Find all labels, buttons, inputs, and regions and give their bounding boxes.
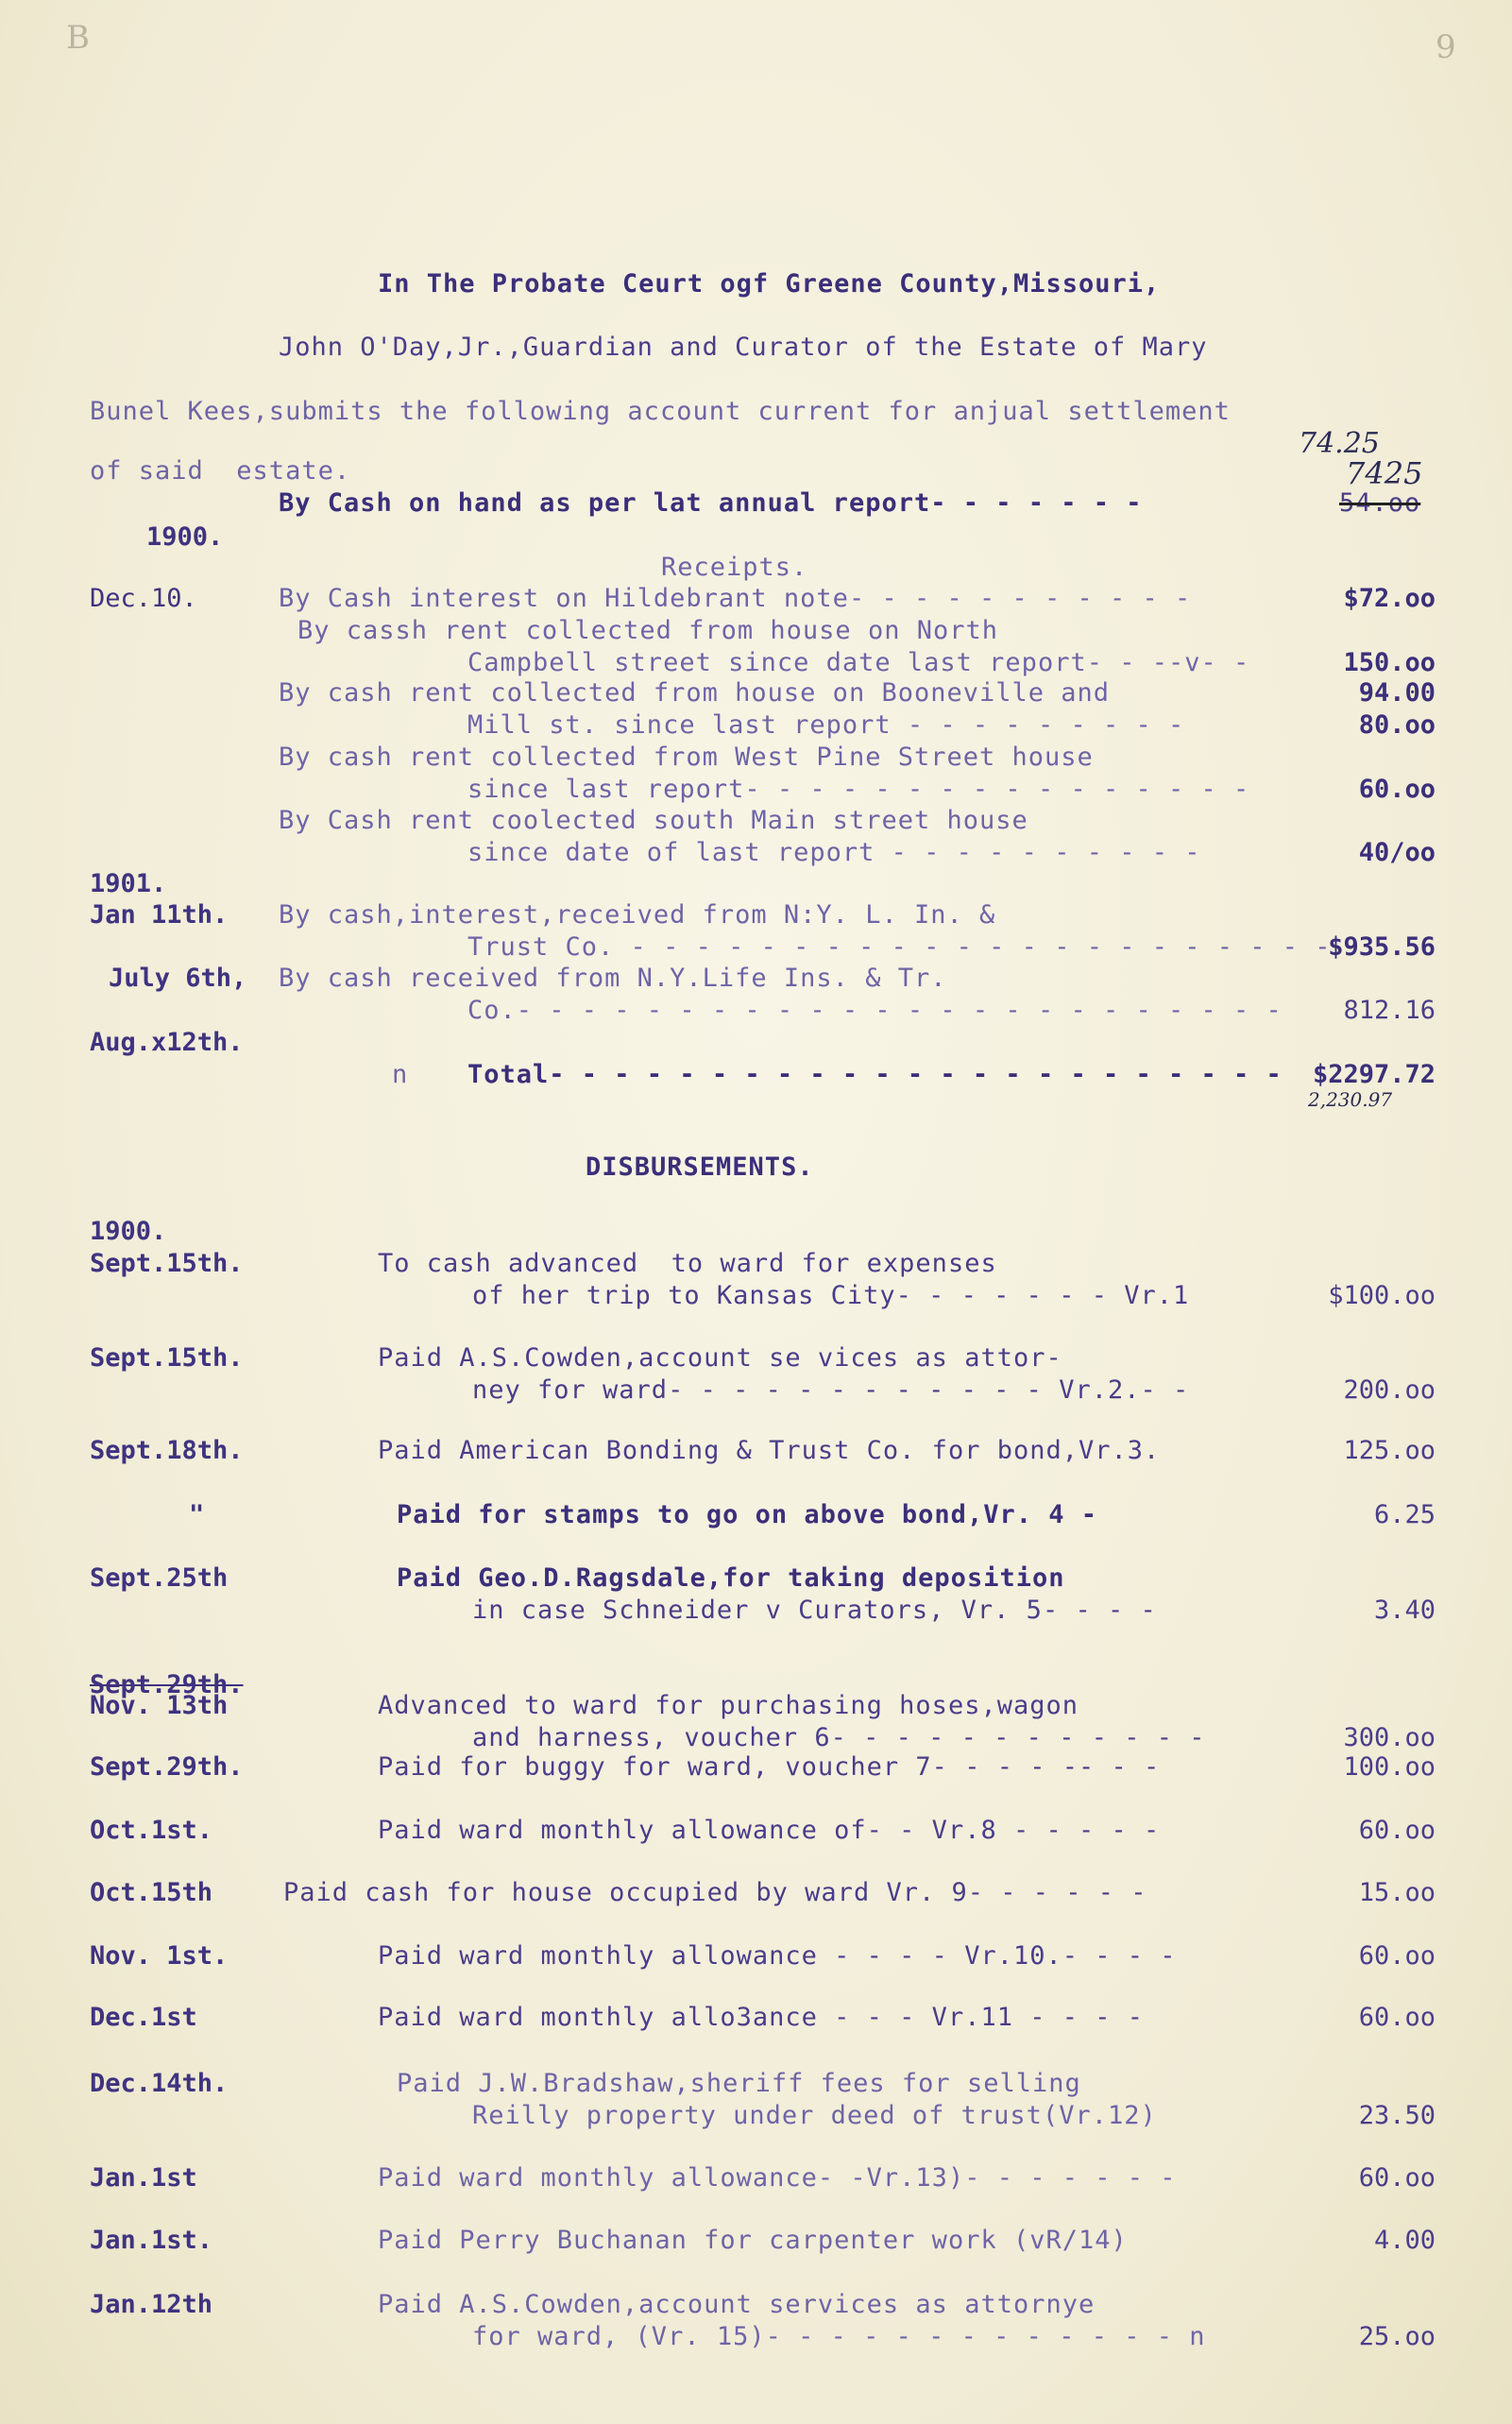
receipt-2b: Campbell street since date last report- - --v- - bbox=[467, 648, 1250, 677]
disbursement-date: Sept.18th. bbox=[90, 1436, 244, 1465]
receipt-5a: By Cash rent coolected south Main street house bbox=[279, 806, 1028, 835]
struck-date: Sept.29th. bbox=[90, 1670, 244, 1699]
corner-mark-left: B bbox=[66, 19, 90, 57]
disbursement-text: Paid Perry Buchanan for carpenter work (vR/14) bbox=[378, 2226, 1128, 2255]
handwritten-note-top: 74.25 bbox=[1299, 427, 1380, 460]
receipt-3b-amount: 80.oo bbox=[1358, 710, 1436, 740]
disbursement-text: Paid ward monthly allo3ance - - - Vr.11 - - - - bbox=[378, 2003, 1145, 2032]
date-dec-10: Dec.10. bbox=[90, 584, 197, 613]
receipt-5b: since date of last report - - - - - - - - - - bbox=[467, 838, 1201, 867]
opening-balance-amount: 54.oo bbox=[1339, 488, 1421, 518]
receipt-7b: Co.- - - - - - - - - - - - - - - - - - - - - - - - bbox=[467, 996, 1283, 1025]
disbursement-text: Paid ward monthly allowance of- - Vr.8 - - - - - bbox=[378, 1816, 1161, 1845]
disbursement-date: " bbox=[189, 1500, 205, 1529]
disbursement-date: Oct.15th bbox=[90, 1878, 213, 1907]
disbursement-date: Nov. 13th bbox=[90, 1691, 229, 1720]
date-aug-12: Aug.x12th. bbox=[90, 1028, 244, 1057]
disbursement-date: Sept.25th bbox=[90, 1563, 229, 1593]
disbursement-amount: 60.oo bbox=[1358, 1941, 1436, 1971]
disbursement-amount: 23.50 bbox=[1358, 2101, 1436, 2130]
receipt-7-amount: 812.16 bbox=[1343, 996, 1436, 1025]
date-jul-6: July 6th, bbox=[109, 964, 247, 993]
total-label: Total- - - - - - - - - - - - - - - - - - - - - - - bbox=[467, 1060, 1283, 1089]
receipt-7a: By cash received from N.Y.Life Ins. & Tr. bbox=[279, 964, 947, 993]
disbursement-amount: $100.oo bbox=[1328, 1281, 1436, 1310]
disbursement-date: Oct.1st. bbox=[90, 1816, 213, 1845]
disbursement-date: Sept.15th. bbox=[90, 1249, 244, 1278]
date-jan-11: Jan 11th. bbox=[90, 900, 229, 930]
disbursement-amount: 4.00 bbox=[1373, 2226, 1436, 2255]
disbursement-amount: 60.oo bbox=[1358, 2163, 1436, 2193]
disbursement-amount: 60.oo bbox=[1358, 1816, 1436, 1845]
disbursement-text-continued: and harness, voucher 6- - - - - - - - - - - - bbox=[472, 1723, 1206, 1752]
disbursement-text: Paid A.S.Cowden,account se vices as attor- bbox=[378, 1343, 1062, 1373]
disbursement-amount: 100.oo bbox=[1343, 1752, 1436, 1782]
receipt-4-amount: 60.oo bbox=[1358, 775, 1436, 804]
disbursement-amount: 25.oo bbox=[1358, 2322, 1436, 2351]
receipt-1: By Cash interest on Hildebrant note- - - - - - - - - - - bbox=[279, 584, 1192, 613]
handwritten-note-balance: 7425 bbox=[1346, 455, 1423, 491]
disbursement-text: Advanced to ward for purchasing hoses,wagon bbox=[378, 1691, 1079, 1720]
receipt-3-amount: 94.00 bbox=[1358, 678, 1436, 708]
receipt-1-amount: $72.oo bbox=[1343, 584, 1436, 613]
disbursement-text: Paid American Bonding & Trust Co. for bond,Vr.3. bbox=[378, 1436, 1161, 1465]
disbursement-text: Paid ward monthly allowance- -Vr.13)- - - - - - - bbox=[378, 2163, 1177, 2193]
year-1900: 1900. bbox=[146, 522, 224, 552]
receipts-title: Receipts. bbox=[661, 553, 808, 582]
disbursement-text-continued: Reilly property under deed of trust(Vr.12) bbox=[472, 2101, 1157, 2130]
disbursement-date: Dec.14th. bbox=[90, 2069, 229, 2098]
disbursement-text-continued: ney for ward- - - - - - - - - - - - Vr.2.- - bbox=[472, 1375, 1190, 1405]
receipt-5-amount: 40/oo bbox=[1358, 838, 1436, 867]
disbursement-date: Jan.12th bbox=[90, 2290, 213, 2319]
disbursement-text: Paid A.S.Cowden,account services as attornye bbox=[378, 2290, 1096, 2319]
corner-mark-right: 9 bbox=[1436, 28, 1456, 66]
receipt-4b: since last report- - - - - - - - - - - - - - - - bbox=[467, 775, 1250, 804]
disbursement-date: Jan.1st bbox=[90, 2163, 197, 2193]
disbursement-amount: 60.oo bbox=[1358, 2003, 1436, 2032]
disbursement-date: Dec.1st bbox=[90, 2003, 197, 2032]
disbursement-text: To cash advanced to ward for expenses bbox=[378, 1249, 997, 1278]
disbursement-text: Paid Geo.D.Ragsdale,for taking deposition bbox=[397, 1563, 1065, 1593]
disbursement-amount: 125.oo bbox=[1343, 1436, 1436, 1465]
disbursement-amount: 200.oo bbox=[1343, 1375, 1436, 1405]
disbursement-text: Paid ward monthly allowance - - - - Vr.10.- - - - bbox=[378, 1941, 1177, 1971]
year-1901: 1901. bbox=[90, 869, 167, 898]
receipt-2-amount: 150.oo bbox=[1343, 648, 1436, 677]
intro-line-3: of said estate. bbox=[90, 456, 351, 486]
disbursement-text-continued: in case Schneider v Curators, Vr. 5- - - - bbox=[472, 1596, 1157, 1625]
disbursement-amount: 3.40 bbox=[1373, 1596, 1436, 1625]
receipt-4a: By cash rent collected from West Pine Street house bbox=[279, 743, 1094, 772]
opening-balance-label: By Cash on hand as per lat annual report- - - - - - - bbox=[279, 488, 1143, 518]
total-mark: n bbox=[392, 1060, 409, 1089]
disbursement-text: Paid for stamps to go on above bond,Vr. 4 - bbox=[397, 1500, 1097, 1529]
disbursement-text: Paid J.W.Bradshaw,sheriff fees for selling bbox=[397, 2069, 1081, 2098]
receipt-3b: Mill st. since last report - - - - - - - - - bbox=[467, 710, 1185, 740]
receipt-6a: By cash,interest,received from N:Y. L. In. & bbox=[279, 900, 996, 930]
intro-line-2: Bunel Kees,submits the following account current for anjual settlement bbox=[90, 397, 1231, 426]
disbursement-amount: 6.25 bbox=[1373, 1500, 1436, 1529]
receipt-2a: By cassh rent collected from house on North bbox=[297, 616, 998, 645]
court-heading: In The Probate Ceurt ogf Greene County,Missouri, bbox=[378, 269, 1161, 299]
disbursement-amount: 15.oo bbox=[1358, 1878, 1436, 1907]
disbursement-amount: 300.oo bbox=[1343, 1723, 1436, 1752]
total-amount: $2297.72 bbox=[1312, 1060, 1436, 1089]
disbursement-text-continued: of her trip to Kansas City- - - - - - - Vr.1 bbox=[472, 1281, 1190, 1310]
disbursement-date: Sept.29th. bbox=[90, 1752, 244, 1782]
disbursement-date: Jan.1st. bbox=[90, 2226, 213, 2255]
disb-year-1900: 1900. bbox=[90, 1217, 167, 1246]
intro-line-1: John O'Day,Jr.,Guardian and Curator of the Estate of Mary bbox=[279, 333, 1208, 362]
disbursement-date: Nov. 1st. bbox=[90, 1941, 229, 1971]
disbursement-date: Sept.15th. bbox=[90, 1343, 244, 1373]
receipt-3a: By cash rent collected from house on Booneville and bbox=[279, 678, 1111, 708]
disbursement-text: Paid for buggy for ward, voucher 7- - - - -- - - bbox=[378, 1752, 1161, 1782]
total-handwritten-note: 2,230.97 bbox=[1308, 1088, 1393, 1111]
disbursement-text: Paid cash for house occupied by ward Vr. 9- - - - - - bbox=[283, 1878, 1147, 1907]
disbursement-text-continued: for ward, (Vr. 15)- - - - - - - - - - - - - n bbox=[472, 2322, 1206, 2351]
receipt-6-amount: $935.56 bbox=[1328, 932, 1436, 962]
disbursements-title: DISBURSEMENTS. bbox=[586, 1152, 814, 1182]
receipt-6b: Trust Co. - - - - - - - - - - - - - - - - - - - - - - bbox=[467, 932, 1332, 962]
